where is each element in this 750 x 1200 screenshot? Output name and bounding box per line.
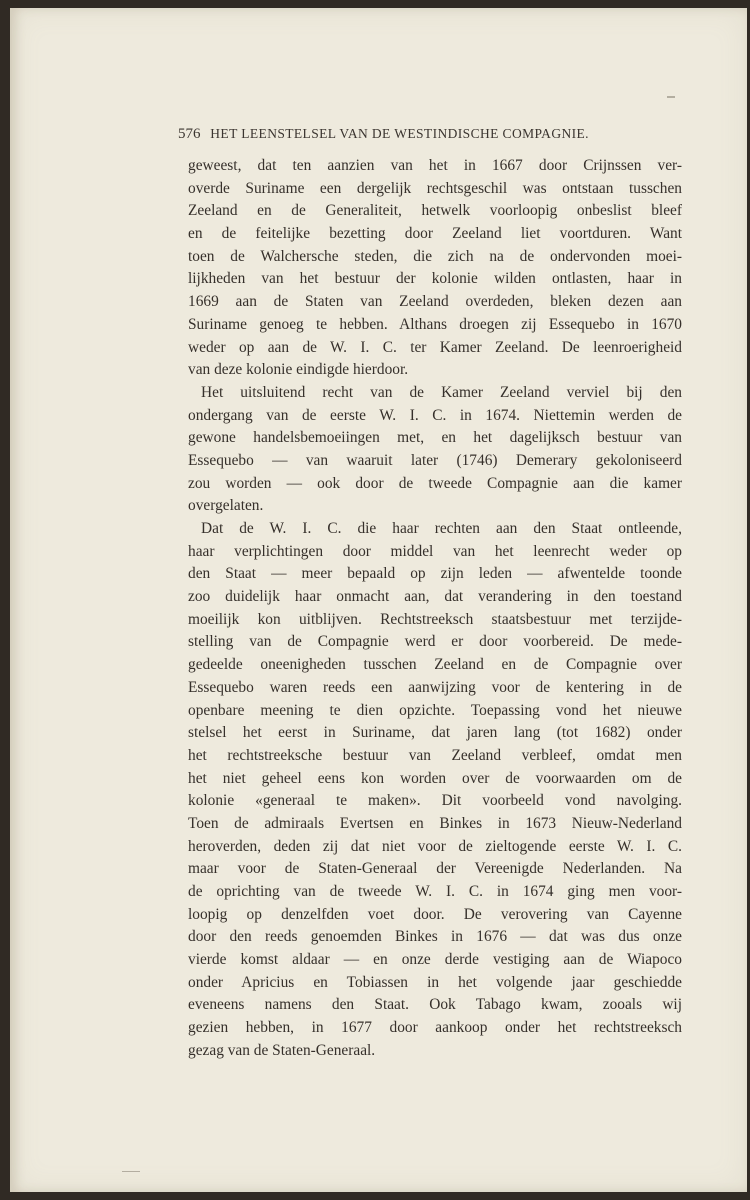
text-line: onder Apricius en Tobiassen in het volgende jaar geschiedde <box>188 973 682 991</box>
paragraph <box>188 155 682 382</box>
text-line: weder op aan de W. I. C. ter Kamer Zeeland. De leenroerigheid <box>188 338 682 356</box>
running-header <box>178 126 650 143</box>
text-line: Toen de admiraals Evertsen en Binkes in 1673 Nieuw-Nederland <box>188 814 682 832</box>
text-line: haar verplichtingen door middel van het leenrecht weder op <box>188 542 682 560</box>
paragraph <box>188 518 682 1063</box>
text-line: lijkheden van het bestuur der kolonie wilden ontlasten, haar in <box>188 270 682 288</box>
body-text <box>188 155 682 1063</box>
text-line: Het uitsluitend recht van de Kamer Zeeland verviel bij den <box>201 383 682 401</box>
text-line: vierde komst aldaar — en onze derde vestiging aan de Wiapoco <box>188 951 682 969</box>
text-line: en de feitelijke bezetting door Zeeland liet voortduren. Want <box>188 225 682 243</box>
text-line: den Staat — meer bepaald op zijn leden — afwentelde toonde <box>188 565 682 583</box>
text-line: Suriname genoeg te hebben. Althans droegen zij Essequebo in 1670 <box>188 315 682 333</box>
text-line: geweest, dat ten aanzien van het in 1667 door Crijnssen ver- <box>188 157 682 174</box>
text-line: de oprichting van de tweede W. I. C. in 1674 ging men voor- <box>188 883 682 900</box>
page-number: 576 <box>178 126 201 142</box>
text-line: stelling van de Compagnie werd er door voorbereid. De mede- <box>188 633 682 651</box>
text-line: ondergang van de eerste W. I. C. in 1674. Niettemin werden de <box>188 406 682 424</box>
text-line: openbare meening te dien opzichte. Toepassing vond het nieuwe <box>188 701 682 719</box>
text-line: gewone handelsbemoeiingen met, en het dagelijksch bestuur van <box>188 429 682 447</box>
text-line: Essequebo — van waaruit later (1746) Demerary gekoloniseerd <box>188 451 682 469</box>
text-line: heroverden, deden zij dat niet voor de zieltogende eerste W. I. C. <box>188 837 682 855</box>
text-line: Zeeland en de Generaliteit, hetwelk voorloopig onbeslist bleef <box>188 202 682 220</box>
text-line: zoo duidelijk haar onmacht aan, dat verandering in den toestand <box>188 588 682 606</box>
text-line: van deze kolonie eindigde hierdoor. <box>188 361 409 379</box>
text-line: het rechtstreeksche bestuur van Zeeland verbleef, omdat men <box>188 746 682 764</box>
text-line: maar voor de Staten-Generaal der Vereenigde Nederlanden. Na <box>188 860 682 878</box>
text-line: 1669 aan de Staten van Zeeland overdeden, bleken dezen aan <box>188 293 682 311</box>
running-title: HET LEENSTELSEL VAN DE WESTINDISCHE COMPAGNIE. <box>210 126 589 141</box>
text-line: eveneens namens den Staat. Ook Tabago kwam, zooals wij <box>188 996 682 1014</box>
text-line: overgelaten. <box>188 497 264 515</box>
text-line: gezag van de Staten-Generaal. <box>188 1041 376 1059</box>
text-line: gezien hebben, in 1677 door aankoop onder het rechtstreeksch <box>188 1019 682 1037</box>
text-line: moeilijk kon uitblijven. Rechtstreeksch staatsbestuur met terzijde- <box>188 610 682 628</box>
text-line: stelsel het eerst in Suriname, dat jaren lang (tot 1682) onder <box>188 724 682 742</box>
text-line: kolonie «generaal te maken». Dit voorbeeld vond navolging. <box>188 792 682 810</box>
text-line: gedeelde oneenigheden tusschen Zeeland en de Compagnie over <box>188 656 682 674</box>
text-line: Essequebo waren reeds een aanwijzing voor de kentering in de <box>188 678 682 696</box>
ink-speck <box>122 1171 140 1172</box>
text-line: Dat de W. I. C. die haar rechten aan den Staat ontleende, <box>201 520 682 537</box>
text-line: zou worden — ook door de tweede Compagnie aan die kamer <box>188 474 682 492</box>
text-line: het niet geheel eens kon worden over de voorwaarden om de <box>188 769 682 787</box>
text-line: toen de Walchersche steden, die zich na de ondervonden moei- <box>188 247 682 265</box>
text-line: loopig op denzelfden voet door. De verovering van Cayenne <box>188 905 682 923</box>
ink-speck <box>667 96 675 98</box>
text-line: overde Suriname een dergelijk rechtsgeschil was ontstaan tusschen <box>188 179 682 197</box>
paragraph <box>188 382 682 518</box>
text-line: door den reeds genoemden Binkes in 1676 — dat was dus onze <box>188 928 682 946</box>
